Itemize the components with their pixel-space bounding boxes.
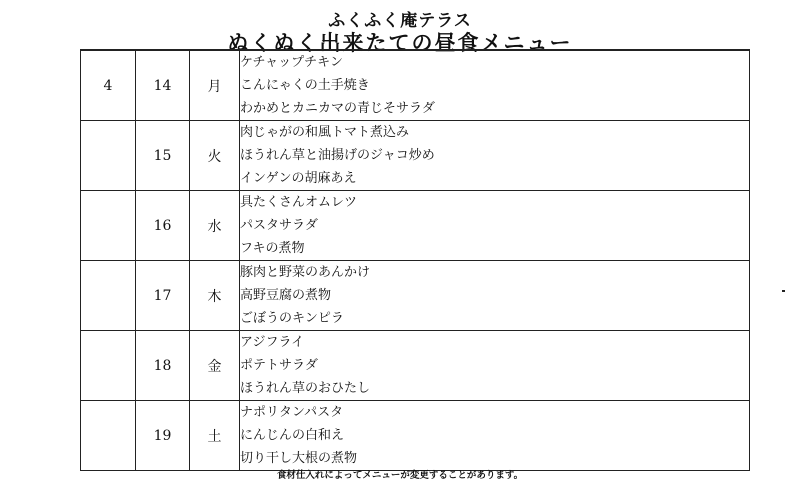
day-cell: 19 [136,401,190,471]
dish-item: 具たくさんオムレツ [240,195,358,210]
month-cell [81,401,136,471]
month-cell [81,191,136,261]
menu-title: ふくふく庵テラス [328,11,472,31]
dish-item: 豚肉と野菜のあんかけ [240,265,371,280]
dishes-cell [240,331,750,401]
dishes-cell [240,261,750,331]
dish-item: ナポリタンパスタ [240,405,344,420]
menu-row [81,401,750,471]
month-cell [81,121,136,191]
dish-item: にんじんの白和え [240,428,345,443]
dish-item: アジフライ [240,335,305,350]
dishes-cell [240,121,750,191]
dish-item: インゲンの胡麻あえ [240,171,357,186]
day-cell: 14 [136,50,190,121]
weekday-cell: 木 [190,261,240,331]
menu-row [81,331,750,401]
dish-item: ほうれん草と油揚げのジャコ炒め [240,148,435,163]
day-cell: 18 [136,331,190,401]
dish-item: ごぼうのキンピラ [240,311,344,326]
dish-item: 高野豆腐の煮物 [240,288,332,303]
menu-row [81,50,750,121]
weekday-cell: 火 [190,121,240,191]
month-cell [81,331,136,401]
menu-row [81,261,750,331]
weekday-cell: 水 [190,191,240,261]
scan-speck [782,290,785,292]
lunch-menu-table [80,49,750,471]
weekday-cell: 金 [190,331,240,401]
dish-item: パスタサラダ [240,218,318,233]
weekday-cell: 月 [190,50,240,121]
dish-item: わかめとカニカマの青じそサラダ [240,101,435,116]
day-cell: 16 [136,191,190,261]
dish-item: こんにゃくの土手焼き [240,78,370,93]
weekday-cell: 土 [190,401,240,471]
dish-item: ケチャップチキン [240,55,343,70]
dish-item: ポテトサラダ [240,358,318,373]
dishes-cell [240,401,750,471]
menu-subtitle: ぬくぬく出来たての昼食メニュー [227,31,573,55]
dish-item: ほうれん草のおひたし [240,381,371,396]
dish-item: 肉じゃがの和風トマト煮込み [240,125,410,140]
month-cell [81,261,136,331]
dish-item: フキの煮物 [240,241,305,256]
menu-row [81,121,750,191]
day-cell: 15 [136,121,190,191]
month-cell: 4 [81,50,136,121]
day-cell: 17 [136,261,190,331]
menu-row [81,191,750,261]
footer-note: 食材仕入れによってメニューが変更することがあります。 [276,470,524,481]
dishes-cell [240,50,750,121]
dish-item: 切り干し大根の煮物 [240,451,358,466]
dishes-cell [240,191,750,261]
